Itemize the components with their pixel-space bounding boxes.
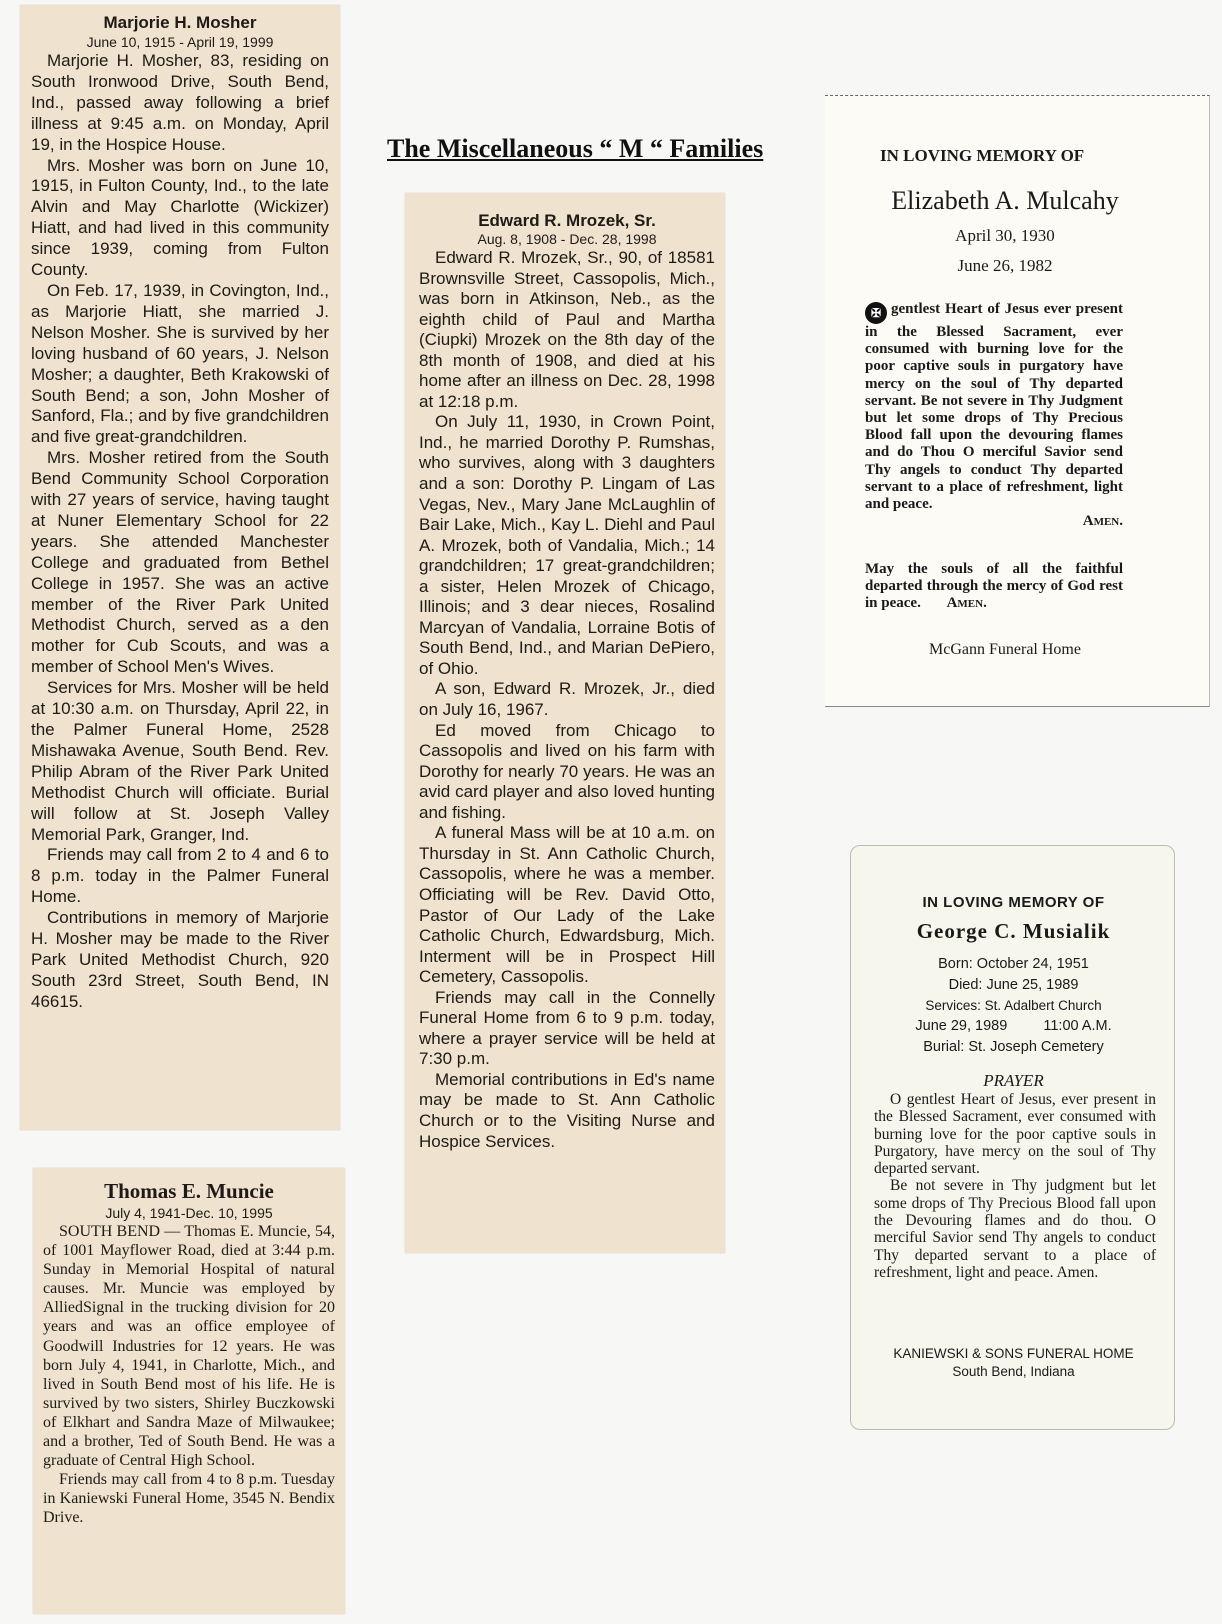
obituary-clipping-mrozek <box>405 193 725 1253</box>
obituary-paragraph: Friends may call from 2 to 4 and 6 to 8 p.m. today in the Palmer Funeral Home. <box>31 845 329 907</box>
card-service-date: June 29, 1989 <box>915 1018 1008 1034</box>
card-born: Born: October 24, 1951 <box>938 956 1089 972</box>
obituary-name: Marjorie H. Mosher <box>103 13 257 32</box>
card-prayer-text: gentlest Heart of Jesus ever present in the Blessed Sacrament, ever consumed with burning love for the poor captive souls in purgatory have mercy on the soul of Thy departed servant. Be not severe in Thy Judgment but let some drops of Thy Precious Blood fall upon the devouring flames and do Thou O merciful Savior send Thy angels to conduct Thy departed servant to a place of refreshment, light and peace. <box>865 301 1123 513</box>
card-birth-date: April 30, 1930 <box>955 226 1055 245</box>
obituary-paragraph: Friends may call in the Connelly Funeral Home from 6 to 9 p.m. today, where a prayer service will be held at 7:30 p.m. <box>419 987 715 1069</box>
obituary-paragraph: Services for Mrs. Mosher will be held at 10:30 a.m. on Thursday, April 22, in the Palmer Funeral Home, 2528 Mishawaka Avenue, South Bend. Rev. Philip Abram of the River Park United Methodist Church will officiate. Burial will follow at St. Joseph Valley Memorial Park, Granger, Ind. <box>31 678 329 844</box>
card-funeral-home: KANIEWSKI & SONS FUNERAL HOME <box>893 1346 1134 1361</box>
card-name: Elizabeth A. Mulcahy <box>891 186 1119 215</box>
memorial-card-mulcahy <box>825 95 1210 707</box>
card-prayer <box>865 301 1123 530</box>
card-amen: Amen. <box>1082 513 1123 530</box>
card-faithful-prayer <box>865 561 1123 613</box>
card-amen: Amen. <box>946 595 987 612</box>
card-service-time: 11:00 A.M. <box>1043 1018 1112 1034</box>
card-died: Died: June 25, 1989 <box>948 977 1079 993</box>
obituary-paragraph: Friends may call from 4 to 8 p.m. Tuesday in Kaniewski Funeral Home, 3545 N. Bendix Drive. <box>43 1471 335 1527</box>
obituary-paragraph: Marjorie H. Mosher, 83, residing on South Ironwood Drive, South Bend, Ind., passed away following a brief illness at 9:45 a.m. on Monday, April 19, in the Hospice House. <box>31 51 329 154</box>
obituary-paragraph: Memorial contributions in Ed's name may be made to St. Ann Catholic Church or to the Visiting Nurse and Hospice Services. <box>419 1069 715 1151</box>
card-prayer <box>874 1091 1156 1281</box>
obituary-dates: June 10, 1915 - April 19, 1999 <box>86 34 274 50</box>
card-death-date: June 26, 1982 <box>957 256 1053 275</box>
card-funeral-home: McGann Funeral Home <box>929 641 1081 658</box>
memorial-card-musialik <box>850 845 1175 1430</box>
obituary-paragraph: Edward R. Mrozek, Sr., 90, of 18581 Brownsville Street, Cassopolis, Mich., was born in Atkinson, Neb., as the eighth child of Paul and Martha (Ciupki) Mrozek on the 8th day of the 8th month of 1908, and died at his home after an illness on Dec. 28, 1998 at 12:18 p.m. <box>419 248 715 411</box>
card-prayer-heading: PRAYER <box>983 1071 1044 1090</box>
obituary-dates: Aug. 8, 1908 - Dec. 28, 1998 <box>477 231 657 247</box>
obituary-paragraph: A funeral Mass will be at 10 a.m. on Thursday in St. Ann Catholic Church, Cassopolis, where he was a member. Officiating will be Rev. David Otto, Pastor of Our Lady of the Lake Catholic Church, Edwardsburg, Mich. Interment will be in Prospect Hill Cemetery, Cassopolis. <box>419 823 715 987</box>
obituary-name: Thomas E. Muncie <box>104 1179 274 1203</box>
card-service-datetime <box>851 1018 1176 1034</box>
obituary-paragraph: SOUTH BEND — Thomas E. Muncie, 54, of 1001 Mayflower Road, died at 3:44 p.m. Sunday in Memorial Hospital of natural causes. Mr. Muncie was employed by AlliedSignal in the trucking division for 20 years and was an office employee of Goodwill Industries for 12 years. He was born July 4, 1941, in Charlotte, Mich., and lived in South Bend most of his life. He is survived by two sisters, Shirley Buczkowski of Elkhart and Sandra Maze of Milwaukee; and a brother, Ted of South Bend. He was a graduate of Central High School. <box>43 1223 335 1470</box>
card-name: George C. Musialik <box>916 919 1111 943</box>
card-heading: IN LOVING MEMORY OF <box>922 894 1105 911</box>
obituary-name: Edward R. Mrozek, Sr. <box>478 211 656 230</box>
card-funeral-city: South Bend, Indiana <box>952 1364 1075 1379</box>
card-prayer-paragraph: O gentlest Heart of Jesus, ever present in the Blessed Sacrament, ever consumed with burning love for the poor captive souls in Purgatory, have mercy on the soul of Thy departed servant. <box>874 1091 1156 1178</box>
card-faithful-text: May the souls of all the faithful departed through the mercy of God rest in peace. <box>865 561 1123 612</box>
ornamental-initial-icon: ✠ <box>865 302 887 324</box>
obituary-paragraph: Ed moved from Chicago to Cassopolis and lived on his farm with Dorothy for nearly 70 years. He was an avid card player and also loved hunting and fishing. <box>419 720 715 822</box>
obituary-paragraph: A son, Edward R. Mrozek, Jr., died on July 16, 1967. <box>419 679 715 720</box>
card-services: Services: St. Adalbert Church <box>925 998 1102 1013</box>
obituary-clipping-muncie <box>33 1168 345 1614</box>
obituary-paragraph: Contributions in memory of Marjorie H. Mosher may be made to the River Park United Methodist Church, 920 South 23rd Street, South Bend, IN 46615. <box>31 908 329 1011</box>
card-prayer-paragraph: Be not severe in Thy judgment but let some drops of Thy Precious Blood fall upon the Devouring flames and do thou. O merciful Savior send Thy angels to conduct Thy departed servant to a place of refreshment, light and peace. Amen. <box>874 1177 1156 1281</box>
card-heading: IN LOVING MEMORY OF <box>880 146 1085 165</box>
obituary-clipping-mosher <box>20 5 340 1130</box>
obituary-dates: July 4, 1941-Dec. 10, 1995 <box>105 1205 273 1221</box>
obituary-paragraph: Mrs. Mosher was born on June 10, 1915, in Fulton County, Ind., to the late Alvin and May Charlotte (Wickizer) Hiatt, and had lived in this community since 1939, coming from Fulton County. <box>31 155 329 280</box>
card-burial: Burial: St. Joseph Cemetery <box>923 1039 1104 1055</box>
obituary-paragraph: Mrs. Mosher retired from the South Bend Community School Corporation with 27 years of service, having taught at Nuner Elementary School for 22 years. She attended Manchester College and graduated from Bethel College in 1957. She was an active member of the River Park United Methodist Church, served as a den mother for Cub Scouts, and was a member of School Men's Wives. <box>31 448 329 677</box>
obituary-paragraph: On Feb. 17, 1939, in Covington, Ind., as Marjorie Hiatt, she married J. Nelson Mosher. She is survived by her loving husband of 60 years, J. Nelson Mosher; a daughter, Beth Krakowski of South Bend; a son, John Mosher of Sanford, Fla.; and by five grandchildren and five great-grandchildren. <box>31 280 329 447</box>
obituary-paragraph: On July 11, 1930, in Crown Point, Ind., he married Dorothy P. Rumshas, who survives, along with 3 daughters and a son: Dorothy P. Lingam of Las Vegas, Nev., Mary Jane McLaughlin of Bair Lake, Mich., Kay L. Diehl and Paul A. Mrozek, both of Vandalia, Mich.; 14 grandchildren; 17 great-grandchildren; a sister, Helen Mrozek of Chicago, Illinois; and 3 dear nieces, Rosalind Marcyan of Vandalia, Lorraine Botis of South Bend, Ind., and Marian DePiero, of Ohio. <box>419 412 715 678</box>
page-title: The Miscellaneous “ M “ Families <box>387 134 764 163</box>
